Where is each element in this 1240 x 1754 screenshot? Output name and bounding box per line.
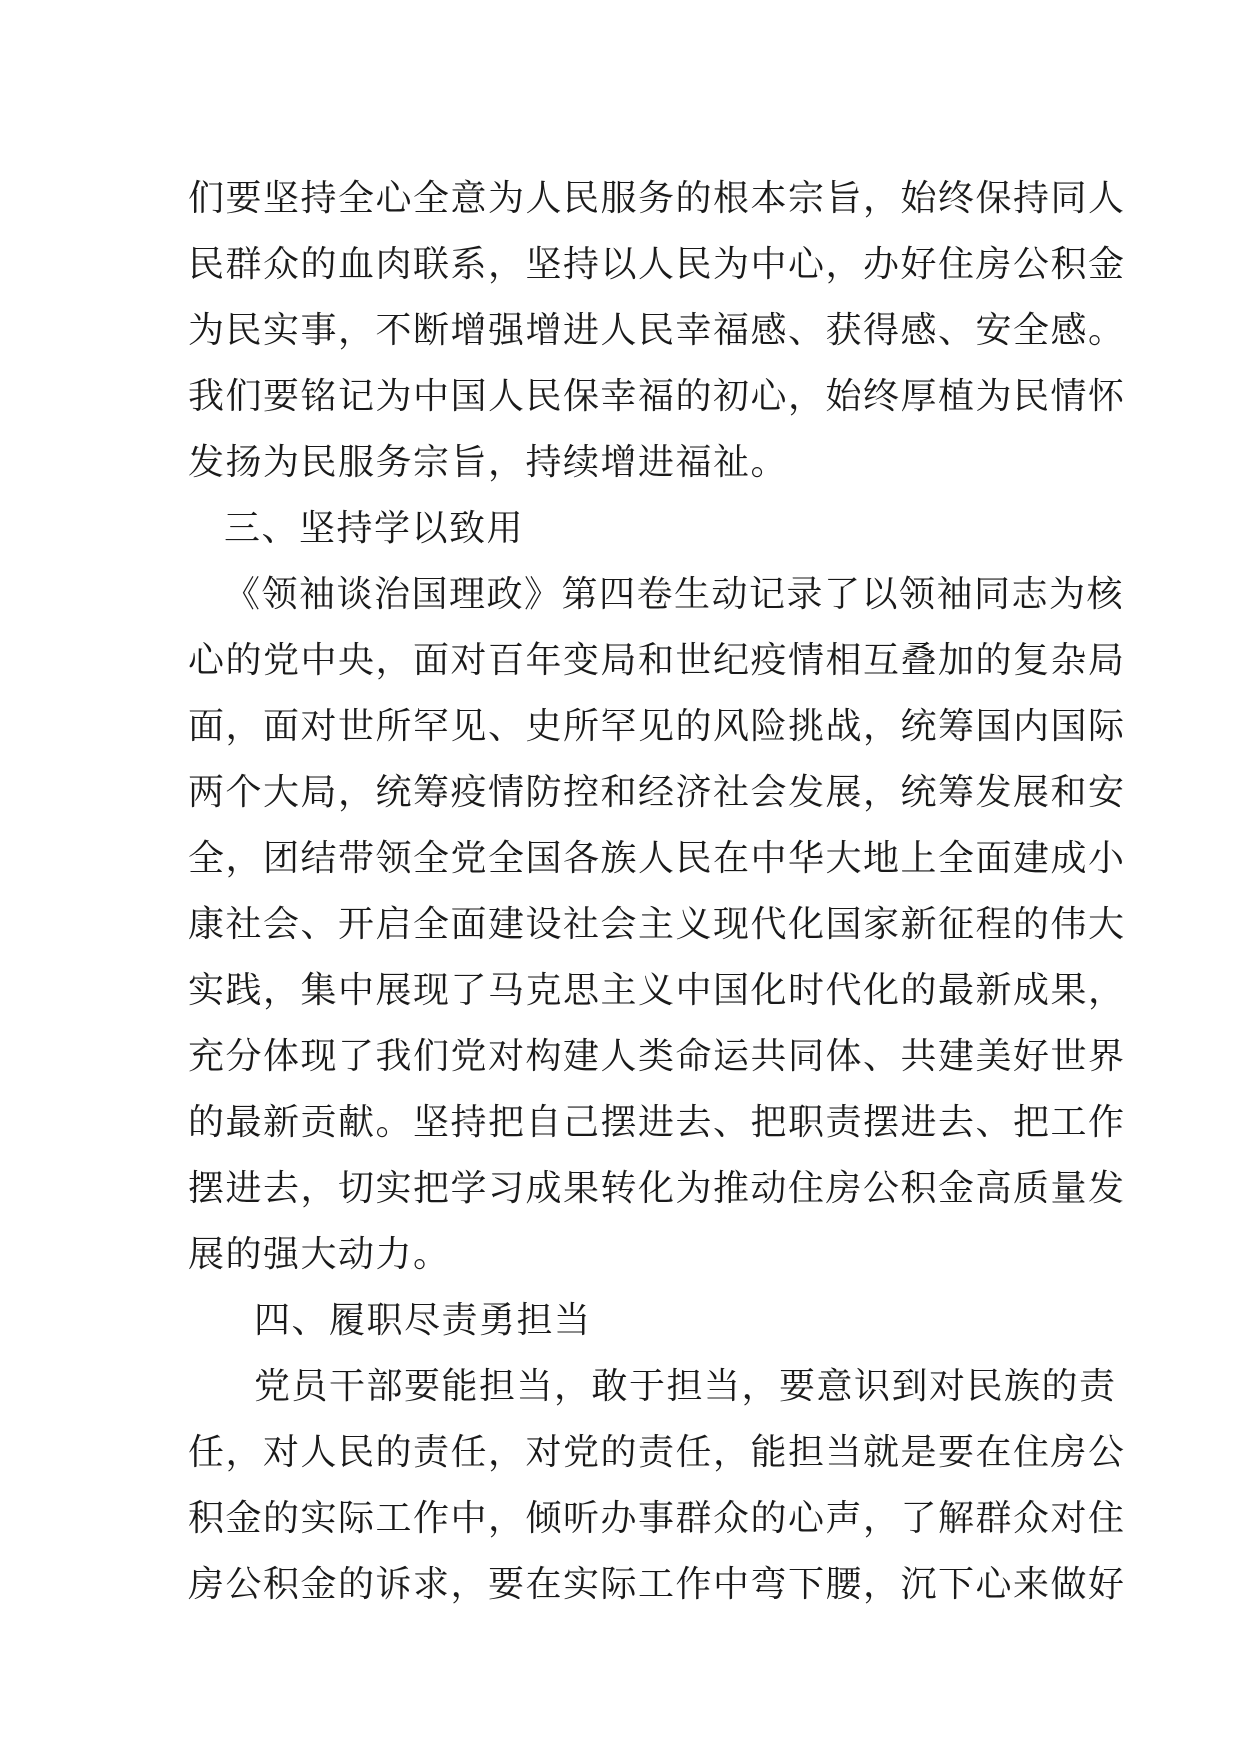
text-line: 的最新贡献。坚持把自己摆进去、把职责摆进去、把工作 [188,1102,1126,1143]
text-line: 展的强大动力。 [188,1234,451,1275]
text-line: 康社会、开启全面建设社会主义现代化国家新征程的伟大 [188,904,1126,945]
text-line: 实践，集中展现了马克思主义中国化时代化的最新成果， [188,970,1126,1011]
text-line: 摆进去，切实把学习成果转化为推动住房公积金高质量发 [188,1168,1126,1209]
text-line: 民群众的血肉联系，坚持以人民为中心，办好住房公积金 [188,244,1126,285]
text-line: 为民实事，不断增强增进人民幸福感、获得感、安全感。 [188,310,1126,351]
text-line: 房公积金的诉求，要在实际工作中弯下腰，沉下心来做好 [188,1564,1126,1605]
section-heading: 四、履职尽责勇担当 [254,1300,592,1341]
section-heading: 三、坚持学以致用 [224,508,525,549]
text-line: 两个大局，统筹疫情防控和经济社会发展，统筹发展和安 [188,772,1126,813]
document-body [188,166,1126,1618]
paragraph [188,1354,1126,1618]
text-line: 们要坚持全心全意为人民服务的根本宗旨，始终保持同人 [188,178,1126,219]
text-line: 面，面对世所罕见、史所罕见的风险挑战，统筹国内国际 [188,706,1126,747]
text-line: 心的党中央，面对百年变局和世纪疫情相互叠加的复杂局 [188,640,1126,681]
text-line: 全，团结带领全党全国各族人民在中华大地上全面建成小 [188,838,1126,879]
paragraph [188,562,1126,1288]
text-line: 《领袖谈治国理政》第四卷生动记录了以领袖同志为核 [224,574,1125,615]
paragraph [188,166,1126,496]
text-line: 党员干部要能担当，敢于担当，要意识到对民族的责 [254,1366,1117,1407]
text-line: 积金的实际工作中，倾听办事群众的心声，了解群众对住 [188,1498,1126,1539]
text-line: 我们要铭记为中国人民保幸福的初心，始终厚植为民情怀 [188,376,1126,417]
text-line: 任，对人民的责任，对党的责任，能担当就是要在住房公 [188,1432,1126,1473]
text-line: 发扬为民服务宗旨，持续增进福祉。 [188,442,789,483]
text-line: 充分体现了我们党对构建人类命运共同体、共建美好世界 [188,1036,1126,1077]
